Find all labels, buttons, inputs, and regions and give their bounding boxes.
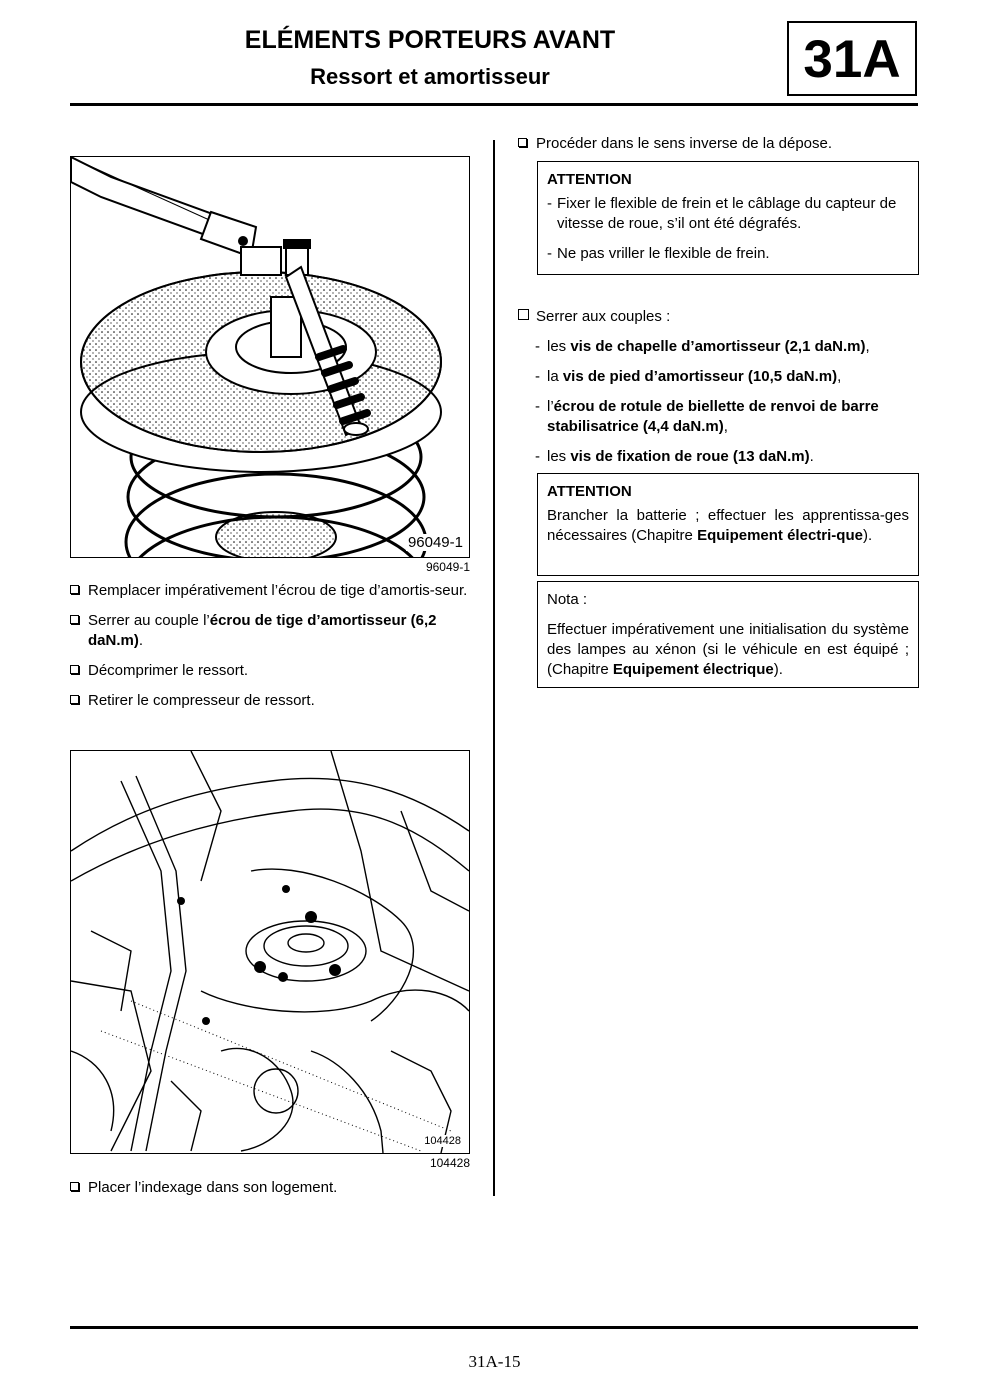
page-title: ELÉMENTS PORTEURS AVANT [244,26,616,54]
torque-value: vis de pied d’amortisseur (10,5 daN.m) [562,368,838,385]
checkbox-bullet-icon [70,585,79,594]
torque-value: vis de fixation de roue (13 daN.m) [570,448,810,465]
step-text: . [138,632,144,649]
checkbox-bullet-icon [518,309,529,320]
torque-intro: Serrer aux couples : [536,308,671,325]
checkbox-bullet-icon [70,695,79,704]
torque-section [518,307,920,477]
left-steps [70,581,472,711]
footer-rule [70,1326,918,1329]
page-subtitle: Ressort et amortisseur [310,64,550,89]
page-number: 31A-15 [468,1352,521,1371]
step-item [70,691,472,711]
step-text: Remplacer impérativement l’écrou de tige d’amortis-seur. [88,582,468,599]
step-text: Serrer au couple l’ [88,612,210,629]
torque-item: - les vis de chapelle d’amortisseur (2,1 daN.m), [535,338,870,355]
note-text: Effectuer impérativement une initialisation du système des lampes au xénon (si le véhicule en est équipé ; (Chapitre Equipement électrique). [547,621,909,678]
torque-value: écrou de rotule de biellette de renvoi de barre stabilisatrice (4,4 daN.m) [547,398,879,435]
torque-item: - la vis de pied d’amortisseur (10,5 daN.m), [535,368,842,385]
right-step-1 [518,134,920,154]
figure-1-inner-label: 96049-1 [407,534,463,551]
attention-text: Brancher la batterie ; effectuer les apprentissa-ges nécessaires (Chapitre Equipement électri-que). [547,507,909,544]
step-item [70,581,472,601]
checkbox-bullet-icon [70,615,79,624]
checkbox-bullet-icon [70,665,79,674]
torque-value: vis de chapelle d’amortisseur (2,1 daN.m) [570,338,866,355]
note-box [537,581,919,688]
column-divider [493,140,495,1196]
attention-item: - Ne pas vriller le flexible de frein. [547,245,770,262]
figure-spring-compressor [70,156,470,558]
attention-item: - Fixer le flexible de frein et le câblage du capteur de vitesse de roue, s’il ont été dégrafés. [547,195,897,232]
spring-compressor-illustration [71,157,469,557]
figure-2-ref: 104428 [429,1156,470,1170]
section-code: 31A [787,21,917,96]
checkbox-bullet-icon [518,138,527,147]
torque-item: - l’écrou de rotule de biellette de renvoi de barre stabilisatrice (4,4 daN.m), [535,398,879,435]
attention-box-1 [537,161,919,275]
attention-heading: ATTENTION [547,171,632,188]
note-heading: Nota : [547,591,588,608]
final-step [70,1178,472,1198]
step-text: Procéder dans le sens inverse de la dépose. [536,135,833,152]
torque-item: - les vis de fixation de roue (13 daN.m). [535,448,814,465]
attention-heading: ATTENTION [547,483,632,500]
step-text: Retirer le compresseur de ressort. [88,692,315,709]
attention-box-2 [537,473,919,576]
figure-1-ref: 96049-1 [425,560,470,574]
figure-2-inner-label: 104428 [424,1135,461,1147]
step-text: Décomprimer le ressort. [88,662,249,679]
step-bold-text: écrou de tige d’amortisseur (6,2 daN.m) [88,612,437,649]
step-text: Placer l’indexage dans son logement. [88,1179,338,1196]
step-item [70,611,472,651]
engine-bay-illustration [71,751,469,1153]
checkbox-bullet-icon [70,1182,79,1191]
step-item [70,661,472,681]
figure-engine-bay [70,750,470,1154]
header-rule [70,103,918,106]
